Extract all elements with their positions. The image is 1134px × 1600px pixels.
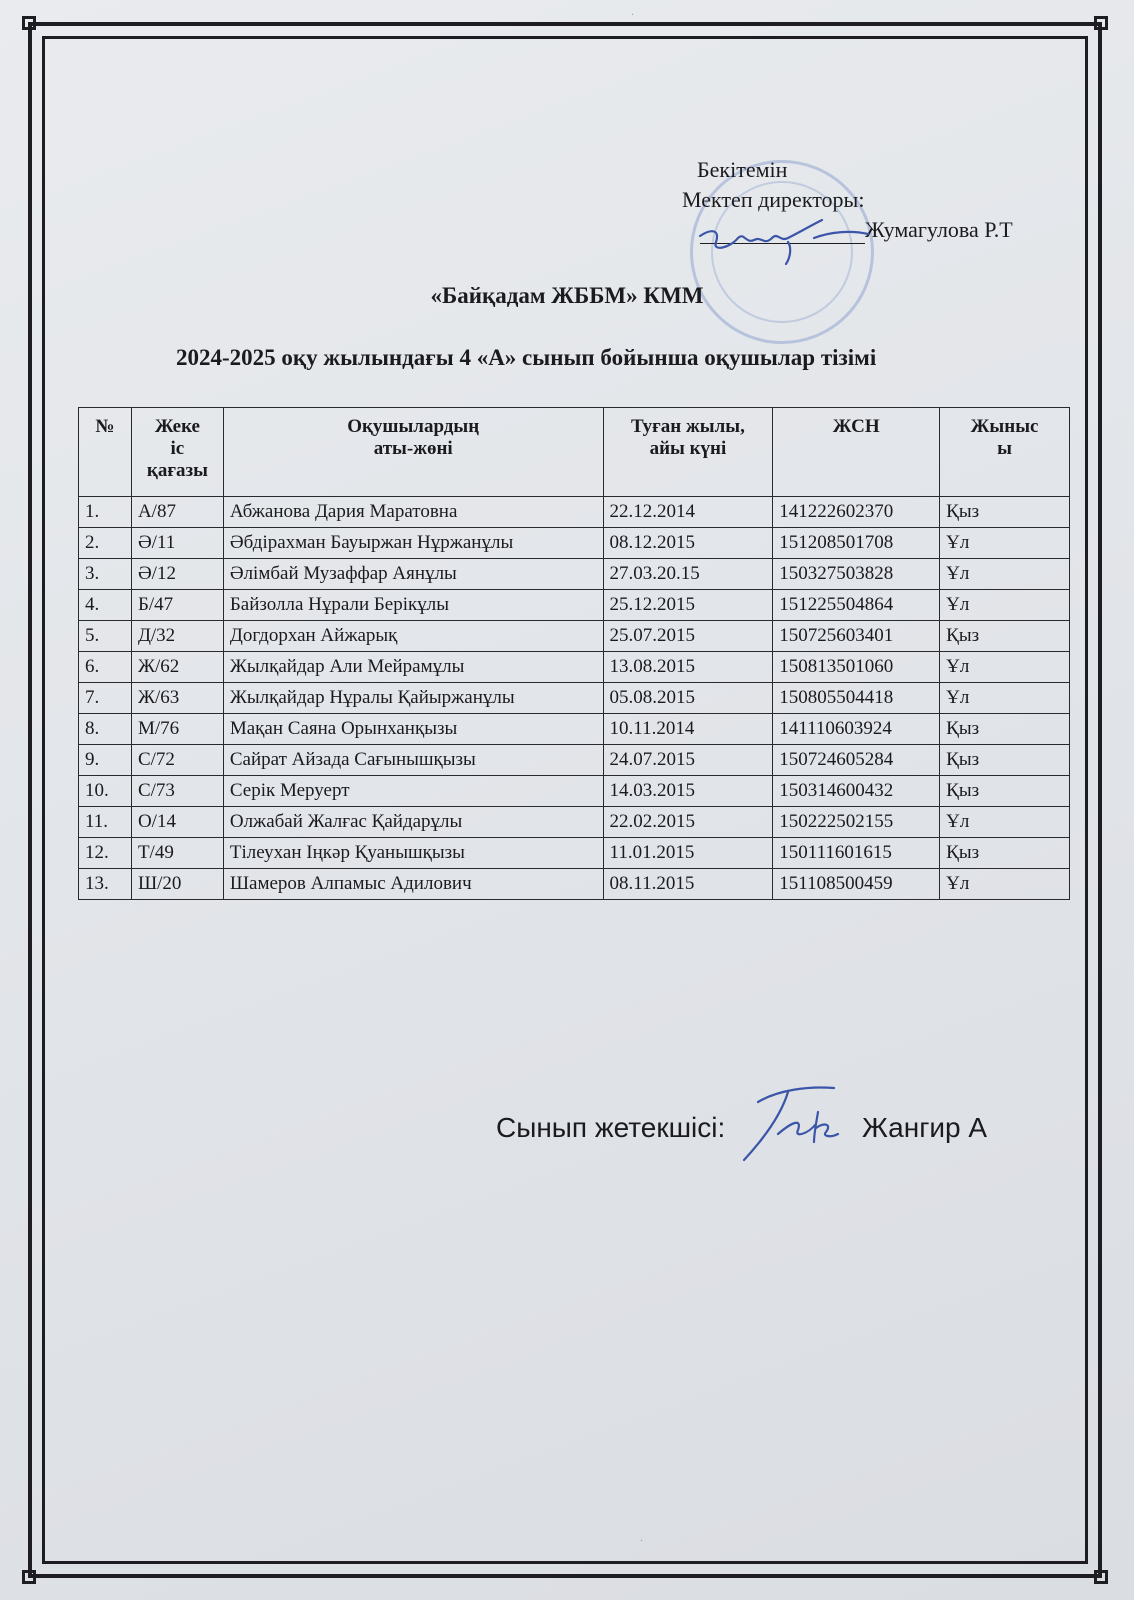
cell-iin: 141110603924 — [773, 714, 940, 745]
cell-gender: Қыз — [940, 714, 1070, 745]
cell-birth: 24.07.2015 — [603, 745, 773, 776]
cell-birth: 14.03.2015 — [603, 776, 773, 807]
header-birth-line: Туған жылы, — [630, 416, 745, 437]
cell-iin: 150327503828 — [773, 559, 940, 590]
cell-gender: Ұл — [940, 559, 1070, 590]
cell-birth: 25.12.2015 — [603, 590, 773, 621]
cell-birth: 13.08.2015 — [603, 652, 773, 683]
cell-name: Байзолла Нұрали Берікұлы — [223, 590, 603, 621]
table-row — [79, 528, 1070, 559]
frame-corner — [22, 1570, 36, 1584]
cell-number: 3. — [79, 559, 132, 590]
cell-iin: 150805504418 — [773, 683, 940, 714]
cell-file: М/76 — [131, 714, 223, 745]
cell-birth: 27.03.20.15 — [603, 559, 773, 590]
cell-file: Ә/11 — [131, 528, 223, 559]
table-row — [79, 652, 1070, 683]
cell-iin: 141222602370 — [773, 497, 940, 528]
organization-title: «Байқадам ЖББМ» КММ — [430, 283, 704, 308]
director-signature — [690, 208, 880, 268]
table-row — [79, 590, 1070, 621]
frame-corner — [1094, 16, 1108, 30]
cell-name: Әлімбай Музаффар Аянұлы — [223, 559, 603, 590]
cell-name: Мақан Саяна Орынханқызы — [223, 714, 603, 745]
cell-file: Ж/63 — [131, 683, 223, 714]
table-row — [79, 776, 1070, 807]
cell-number: 9. — [79, 745, 132, 776]
header-name — [223, 408, 603, 497]
document-title: 2024-2025 оқу жылындағы 4 «А» сынып бойынша оқушылар тізімі — [176, 345, 877, 370]
scan-speck: . — [640, 1530, 643, 1544]
cell-file: С/73 — [131, 776, 223, 807]
students-table — [78, 407, 1070, 900]
cell-file: Ж/62 — [131, 652, 223, 683]
cell-iin: 151108500459 — [773, 869, 940, 900]
cell-gender: Ұл — [940, 528, 1070, 559]
cell-file: Ә/12 — [131, 559, 223, 590]
table-row — [79, 497, 1070, 528]
cell-birth: 08.11.2015 — [603, 869, 773, 900]
cell-gender: Ұл — [940, 807, 1070, 838]
cell-birth: 22.12.2014 — [603, 497, 773, 528]
cell-iin: 150724605284 — [773, 745, 940, 776]
cell-iin: 150725603401 — [773, 621, 940, 652]
header-name-line: Оқушылардың — [347, 416, 480, 437]
cell-number: 1. — [79, 497, 132, 528]
cell-gender: Ұл — [940, 590, 1070, 621]
cell-name: Догдорхан Айжарық — [223, 621, 603, 652]
cell-iin: 151208501708 — [773, 528, 940, 559]
cell-birth: 25.07.2015 — [603, 621, 773, 652]
cell-gender: Қыз — [940, 838, 1070, 869]
approval-role: Мектеп директоры: — [682, 187, 865, 212]
cell-number: 13. — [79, 869, 132, 900]
cell-number: 8. — [79, 714, 132, 745]
header-birth — [603, 408, 773, 497]
cell-number: 11. — [79, 807, 132, 838]
table-row — [79, 807, 1070, 838]
class-teacher-signature — [738, 1072, 848, 1172]
header-file-line: қағазы — [146, 460, 208, 481]
cell-iin: 150314600432 — [773, 776, 940, 807]
cell-gender: Ұл — [940, 652, 1070, 683]
header-iin: ЖСН — [773, 408, 940, 497]
cell-birth: 11.01.2015 — [603, 838, 773, 869]
header-file — [131, 408, 223, 497]
header-gender-line: ы — [997, 438, 1012, 459]
table-row — [79, 683, 1070, 714]
cell-file: А/87 — [131, 497, 223, 528]
header-name-line: аты-жөні — [373, 438, 453, 459]
cell-file: Т/49 — [131, 838, 223, 869]
table-row — [79, 559, 1070, 590]
cell-file: Д/32 — [131, 621, 223, 652]
cell-gender: Қыз — [940, 497, 1070, 528]
cell-birth: 22.02.2015 — [603, 807, 773, 838]
cell-gender: Қыз — [940, 745, 1070, 776]
cell-iin: 151225504864 — [773, 590, 940, 621]
cell-name: Олжабай Жалғас Қайдарұлы — [223, 807, 603, 838]
cell-name: Абжанова Дария Маратовна — [223, 497, 603, 528]
cell-name: Сайрат Айзада Сағынышқызы — [223, 745, 603, 776]
cell-gender: Ұл — [940, 683, 1070, 714]
cell-number: 5. — [79, 621, 132, 652]
cell-name: Әбдірахман Бауыржан Нұржанұлы — [223, 528, 603, 559]
cell-file: Б/47 — [131, 590, 223, 621]
class-teacher-label: Сынып жетекшісі: — [496, 1112, 726, 1143]
cell-name: Тілеухан Іңкәр Қуанышқызы — [223, 838, 603, 869]
cell-number: 7. — [79, 683, 132, 714]
header-file-line: Жеке — [154, 416, 200, 437]
cell-number: 6. — [79, 652, 132, 683]
class-teacher-name: Жангир А — [862, 1112, 988, 1143]
cell-file: С/72 — [131, 745, 223, 776]
table-row — [79, 621, 1070, 652]
frame-corner — [22, 16, 36, 30]
cell-iin: 150813501060 — [773, 652, 940, 683]
cell-file: Ш/20 — [131, 869, 223, 900]
header-birth-line: айы күні — [649, 438, 727, 459]
table-row — [79, 714, 1070, 745]
table-row — [79, 745, 1070, 776]
header-gender — [940, 408, 1070, 497]
cell-name: Шамеров Алпамыс Адилович — [223, 869, 603, 900]
cell-birth: 08.12.2015 — [603, 528, 773, 559]
cell-birth: 10.11.2014 — [603, 714, 773, 745]
cell-gender: Ұл — [940, 869, 1070, 900]
cell-number: 12. — [79, 838, 132, 869]
cell-iin: 150222502155 — [773, 807, 940, 838]
approval-title: Бекітемін — [697, 157, 788, 182]
header-gender-line: Жыныс — [970, 416, 1039, 437]
cell-name: Жылқайдар Али Мейрамұлы — [223, 652, 603, 683]
scan-speck: . — [631, 4, 634, 18]
cell-name: Серік Меруерт — [223, 776, 603, 807]
table-header-row — [79, 408, 1070, 497]
header-file-line: іс — [170, 438, 185, 459]
cell-number: 4. — [79, 590, 132, 621]
cell-name: Жылқайдар Нұралы Қайыржанұлы — [223, 683, 603, 714]
cell-file: О/14 — [131, 807, 223, 838]
cell-birth: 05.08.2015 — [603, 683, 773, 714]
header-number: № — [79, 408, 132, 497]
table-row — [79, 869, 1070, 900]
cell-number: 2. — [79, 528, 132, 559]
cell-gender: Қыз — [940, 776, 1070, 807]
cell-gender: Қыз — [940, 621, 1070, 652]
cell-number: 10. — [79, 776, 132, 807]
cell-iin: 150111601615 — [773, 838, 940, 869]
table-row — [79, 838, 1070, 869]
frame-corner — [1094, 1570, 1108, 1584]
approval-name: Жумагулова Р.Т — [865, 217, 1013, 242]
